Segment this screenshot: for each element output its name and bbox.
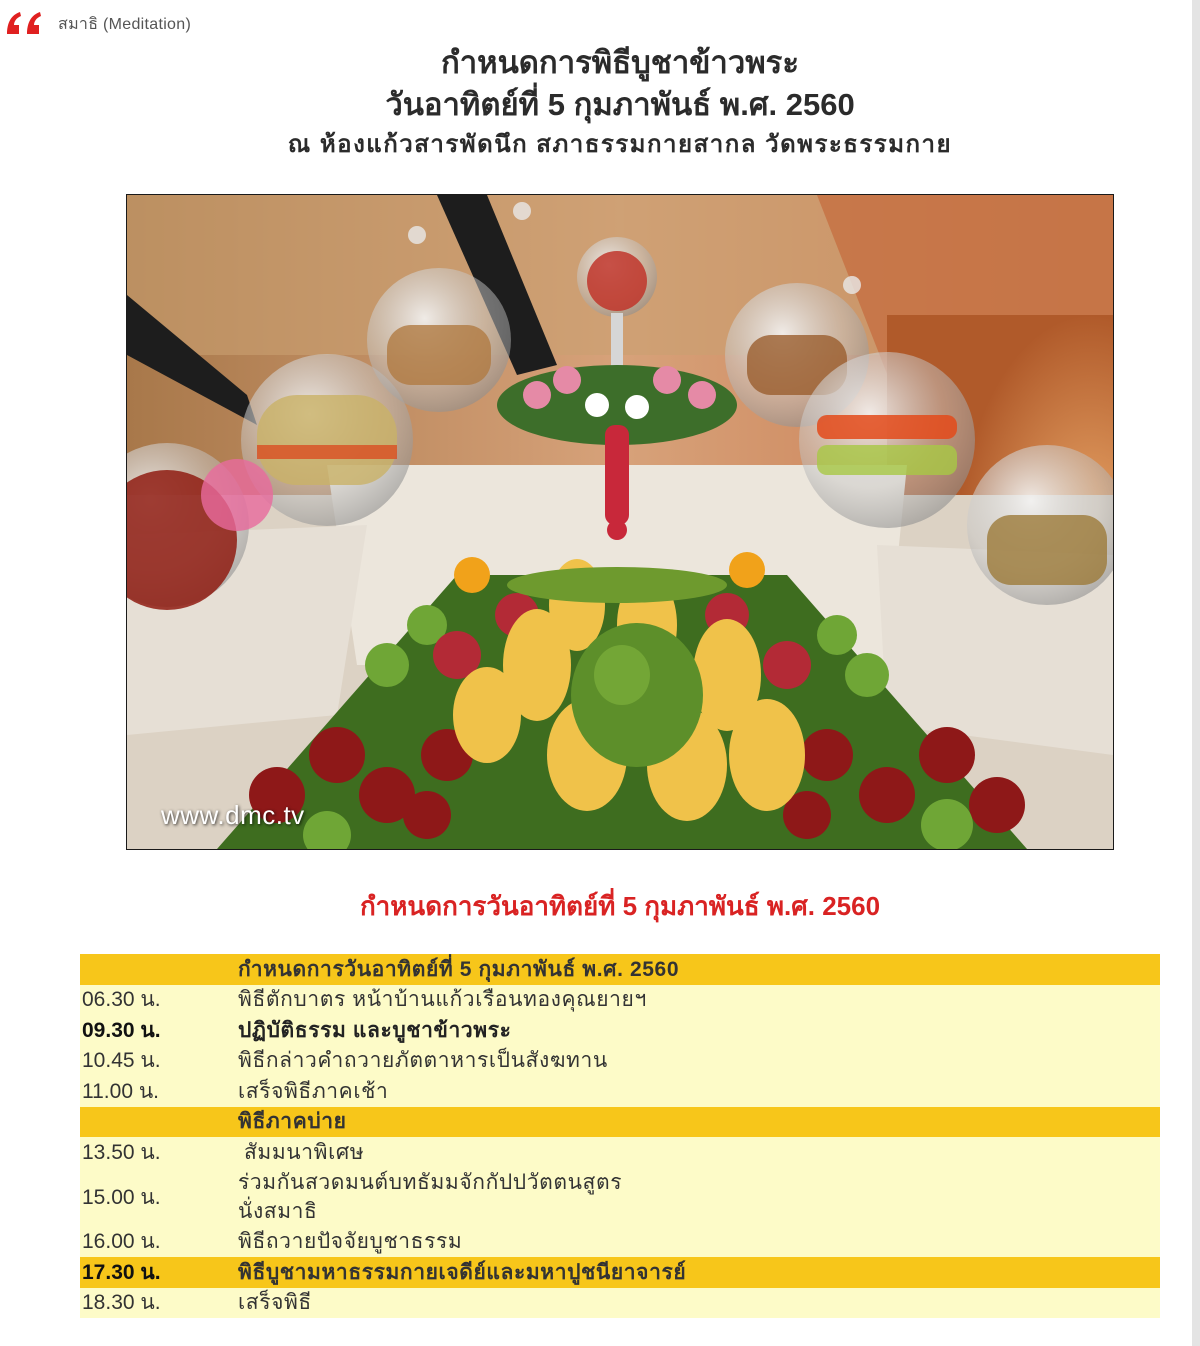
table-cell-activity: พิธีบูชามหาธรรมกายเจดีย์และมหาปูชนียาจารย์ — [238, 1260, 687, 1284]
activity-line: นั่งสมาธิ — [238, 1200, 318, 1223]
table-cell-activity: ปฏิบัติธรรม และบูชาข้าวพระ — [238, 1018, 512, 1042]
table-cell-time: 16.00 น. — [82, 1230, 161, 1254]
table-row — [80, 1015, 1160, 1046]
table-cell-activity — [238, 1168, 1160, 1226]
table-cell-activity: พิธีกล่าวคำถวายภัตตาหารเป็นสังฆทาน — [238, 1049, 608, 1073]
table-row — [80, 1168, 1160, 1227]
table-cell-activity: พิธีถวายปัจจัยบูชาธรรม — [238, 1230, 463, 1254]
table-cell-time: 09.30 น. — [82, 1018, 161, 1042]
morning-header: กำหนดการวันอาทิตย์ที่ 5 กุมภาพันธ์ พ.ศ. 2560 — [238, 957, 680, 981]
section-heading: กำหนดการวันอาทิตย์ที่ 5 กุมภาพันธ์ พ.ศ. 2560 — [359, 891, 881, 921]
table-row — [80, 1137, 1160, 1168]
table-cell-activity: เสร็จพิธี — [238, 1291, 312, 1315]
table-cell-time: 13.50 น. — [82, 1140, 161, 1164]
afternoon-header-row — [80, 1107, 1160, 1138]
table-cell-time: 06.30 น. — [82, 988, 161, 1012]
quote-icon — [4, 8, 48, 40]
table-cell-time: 15.00 น. — [82, 1185, 161, 1209]
table-row — [80, 1046, 1160, 1077]
afternoon-header: พิธีภาคบ่าย — [238, 1110, 347, 1134]
photo-watermark: www.dmc.tv — [161, 800, 305, 830]
table-header-row — [80, 954, 1160, 985]
activity-line: ร่วมกันสวดมนต์บทธัมมจักกัปปวัตตนสูตร — [238, 1171, 623, 1194]
page-edge-scrollbar — [1192, 0, 1200, 1346]
table-row — [80, 985, 1160, 1016]
breadcrumb — [4, 8, 191, 40]
offering-photo-illustration — [127, 195, 1113, 849]
table-row-highlighted — [80, 1257, 1160, 1288]
page-title: กำหนดการพิธีบูชาข้าวพระ — [441, 45, 799, 80]
table-row — [80, 1227, 1160, 1258]
page-location: ณ ห้องแก้วสารพัดนึก สภาธรรมกายสากล วัดพระธรรมกาย — [287, 131, 953, 158]
table-cell-time: 18.30 น. — [82, 1291, 161, 1315]
table-cell-time: 11.00 น. — [82, 1079, 160, 1103]
table-row — [80, 1076, 1160, 1107]
page-header — [0, 42, 1200, 162]
schedule-table — [80, 954, 1160, 1318]
offering-photo — [126, 194, 1114, 850]
breadcrumb-category-link[interactable]: สมาธิ (Meditation) — [58, 15, 192, 33]
table-cell-activity: พิธีตักบาตร หน้าบ้านแก้วเรือนทองคุณยายฯ — [238, 988, 647, 1012]
page-date: วันอาทิตย์ที่ 5 กุมภาพันธ์ พ.ศ. 2560 — [385, 87, 855, 122]
table-cell-time: 17.30 น. — [82, 1260, 161, 1284]
table-row — [80, 1288, 1160, 1319]
table-cell-time: 10.45 น. — [82, 1049, 161, 1073]
table-cell-activity: สัมมนาพิเศษ — [244, 1140, 365, 1164]
table-cell-activity: เสร็จพิธีภาคเช้า — [238, 1079, 389, 1103]
